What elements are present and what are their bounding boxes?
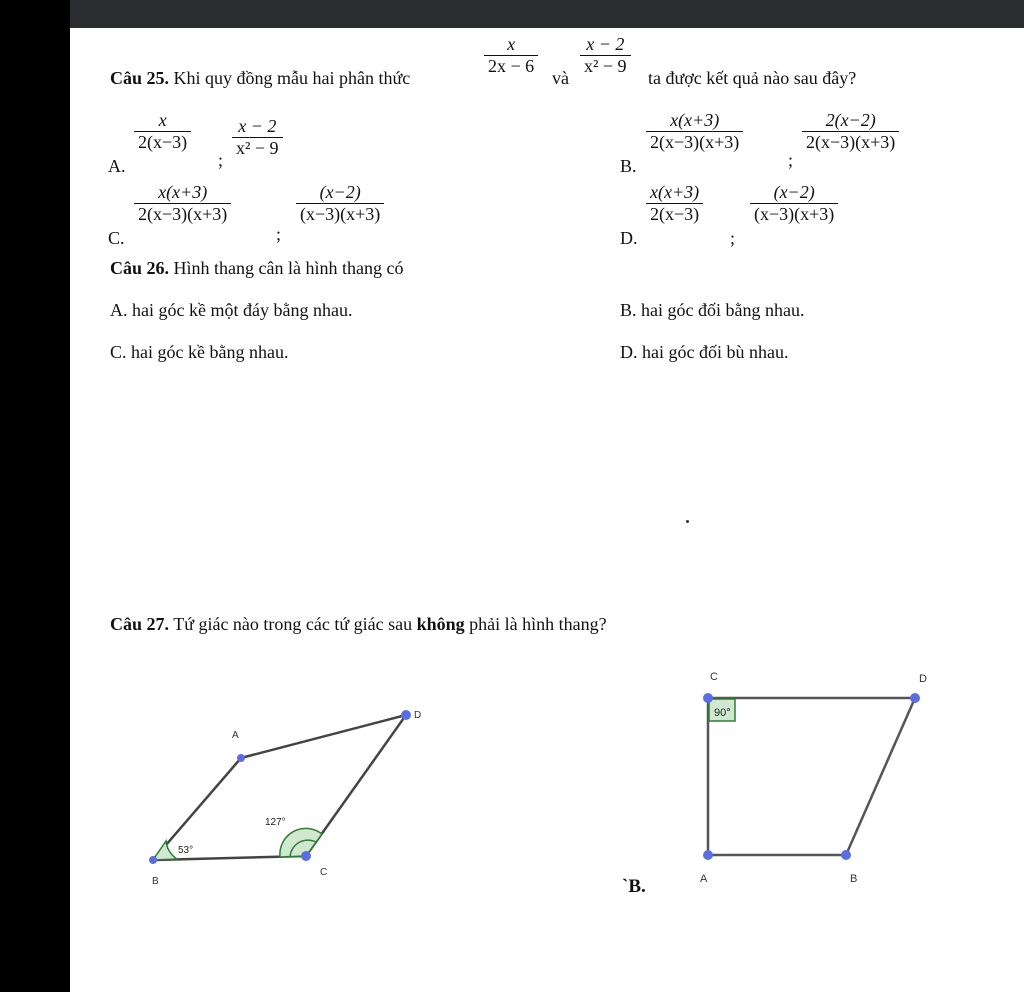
q26-line [110,258,403,279]
q27-bold-word: không [416,614,465,634]
q25-option-a-frac1: $\frac{x}{2(x-3)}$ [134,110,191,153]
point-c2 [703,693,713,703]
label-c2: C [710,671,718,683]
point-b [149,856,157,864]
q27-text-after: phải là hình thang? [469,614,607,634]
viewer-top-bar [70,0,1024,28]
point-b2 [841,850,851,860]
q26-text: Hình thang cân là hình thang có [173,258,404,278]
q25-option-c-frac1: $\frac{x(x+3)}{2(x-3)(x+3)}$ [134,182,231,225]
q26-option-b: B. hai góc đối bằng nhau. [620,300,805,320]
point-a [237,754,245,762]
q25-option-c-label: C. [108,228,125,248]
label-a2: A [700,873,708,885]
point-d2 [910,693,920,703]
document-page [70,28,1024,992]
q26-option-a: A. hai góc kề một đáy bằng nhau. [110,300,353,320]
label-c: C [320,867,328,878]
q25-option-a-sep: ; [218,150,224,170]
label-b: B [152,876,159,887]
angle-c-arc [280,828,322,857]
q26-option-c: C. hai góc kề bằng nhau. [110,342,289,362]
figure-parallelogram [140,698,440,898]
label-angle-b: 53° [178,845,194,856]
parallelogram-shape [153,715,406,860]
angle-b-arc [153,841,177,860]
q25-label: Câu 25. [110,68,170,88]
q25-option-c-frac2: $\frac{(x-2)}{(x-3)(x+3)}$ [296,182,384,225]
quadrilateral-shape [708,698,915,855]
label-d: D [414,710,422,721]
q27-line [110,614,607,635]
figure-quadrilateral-b [690,668,990,908]
q25-line [110,68,410,89]
q27-text-before: Tứ giác nào trong các tứ giác sau [173,614,413,634]
q25-text-after: ta được kết quả nào sau đây? [648,68,857,88]
label-b2: B [850,873,858,885]
point-c [301,851,311,861]
q26-label: Câu 26. [110,258,170,278]
q25-option-a-label: A. [108,156,126,176]
q25-text-before: Khi quy đồng mẫu hai phân thức [173,68,411,88]
q25-option-a-frac2: $\frac{x - 2}{\text{x² − 9}}$ [232,116,283,159]
q25-option-d-frac1: $\frac{x(x+3)}{2(x-3)}$ [646,182,703,225]
label-angle-90: 90° [714,707,731,719]
q25-fraction-2: $\frac{x - 2}{\text{x² − 9}}$ [580,34,631,77]
dot-artifact [686,520,689,523]
point-a2 [703,850,713,860]
q25-option-b-frac2: $\frac{2(x-2)}{2(x-3)(x+3)}$ [802,110,899,153]
label-a: A [232,730,239,741]
q27-label: Câu 27. [110,614,170,634]
q25-option-d-label: D. [620,228,638,248]
q25-option-b-label: B. [620,156,637,176]
q25-option-c-sep: ; [276,224,282,244]
q25-option-d-frac2: $\frac{(x-2)}{(x-3)(x+3)}$ [750,182,838,225]
point-d [401,710,411,720]
q25-option-b-sep: ; [788,150,794,170]
q26-option-d: D. hai góc đối bù nhau. [620,342,789,362]
q27-figure-b-label: `B. [622,876,646,897]
q25-option-d-sep: ; [730,228,736,248]
q25-option-b-frac1: $\frac{x(x+3)}{2(x-3)(x+3)}$ [646,110,743,153]
label-angle-c: 127° [265,817,286,828]
q25-and: và [552,68,569,88]
label-d2: D [919,673,927,685]
q25-fraction-1: $\frac{x}{2x - 6}$ [484,34,538,77]
